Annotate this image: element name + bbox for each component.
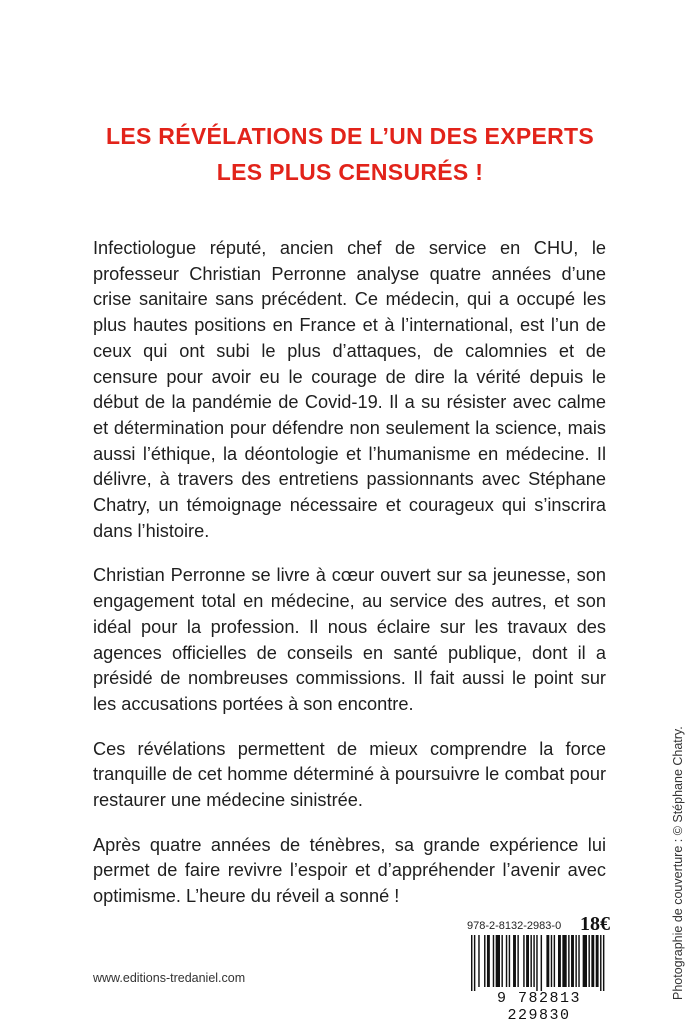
barcode-bar [496, 935, 500, 987]
photo-credit: Photographie de couverture : © Stéphane Chatry. [671, 726, 685, 1000]
blurb [93, 236, 606, 929]
barcode-bar [551, 935, 552, 987]
barcode-bar [533, 935, 534, 987]
barcode-bar [509, 935, 510, 987]
headline-line-2: LES PLUS CENSURÉS ! [216, 159, 484, 185]
barcode-bar [554, 935, 555, 987]
blurb-paragraph-4: Après quatre années de ténèbres, sa grande expérience lui permet de faire revivre l’espoir et d’appréhender l’avenir avec optimisme. L’heure du réveil a sonné ! [93, 834, 606, 907]
barcode-bar [501, 935, 502, 987]
barcode-bar [571, 935, 574, 987]
barcode-bar [583, 935, 587, 987]
barcode [465, 935, 613, 1024]
barcode-bar [523, 935, 524, 987]
isbn-label: 978-2-8132-2983-0 [467, 920, 562, 932]
barcode-bar [530, 935, 531, 987]
barcode-bar [487, 935, 490, 987]
barcode-bar [517, 935, 518, 987]
publisher-website: www.editions-tredaniel.com [93, 971, 246, 985]
price-label: 18€ [580, 913, 610, 935]
barcode-bar [478, 935, 479, 987]
barcode-bar [474, 935, 475, 991]
barcode-bar [526, 935, 529, 987]
blurb-paragraph-2: Christian Perronne se livre à cœur ouvert sur sa jeunesse, son engagement total en médecine, au service des autres, et son idéal pour la profession. Il nous éclaire sur les travaux des agences officielles de conseils en santé publique, dont il a présidé de nombreuses commissions. Il fait aussi le point sur les accusations portées à son encontre. [93, 565, 606, 714]
barcode-bars [465, 935, 613, 991]
barcode-bar [600, 935, 601, 991]
barcode-bar [588, 935, 589, 987]
barcode-bar [562, 935, 566, 987]
barcode-bar [471, 935, 472, 991]
barcode-bar [568, 935, 569, 987]
barcode-digits: 9 782813 229830 [496, 990, 581, 1024]
barcode-bar [603, 935, 604, 991]
barcode-bar [484, 935, 485, 987]
blurb-paragraph-1: Infectiologue réputé, ancien chef de service en CHU, le professeur Christian Perronne analyse quatre années d’une crise sanitaire sans précédent. Ce médecin, qui a occupé les plus hautes positions en France et à l’international, est l’un de ceux qui ont subi le plus d’attaques, de calomnies et de censure pour avoir eu le courage de dire la vérité depuis le début de la pandémie de Covid-19. Il a su résister avec calme et détermination pour défendre non seulement la science, mais aussi l’éthique, la déontologie et l’humanisme en médecine. Il délivre, à travers des entretiens passionnants avec Stéphane Chatry, un témoignage nécessaire et courageux qui s’inscrira dans l’histoire. [93, 238, 606, 541]
barcode-bar [578, 935, 579, 987]
barcode-bar [596, 935, 599, 987]
barcode-bar [536, 935, 537, 991]
barcode-bar [558, 935, 561, 987]
blurb-paragraph-3: Ces révélations permettent de mieux comprendre la force tranquille de cet homme déterminé à poursuivre le combat pour restaurer une médecine sinistrée. [93, 738, 606, 811]
barcode-bar [575, 935, 576, 987]
headline [0, 118, 700, 190]
headline-line-1: LES RÉVÉLATIONS DE L’UN DES EXPERTS [105, 123, 595, 149]
barcode-bar [541, 935, 542, 991]
barcode-bar [493, 935, 494, 987]
barcode-bar [546, 935, 549, 987]
barcode-bar [506, 935, 507, 987]
barcode-bar [591, 935, 594, 987]
barcode-bar [513, 935, 516, 987]
